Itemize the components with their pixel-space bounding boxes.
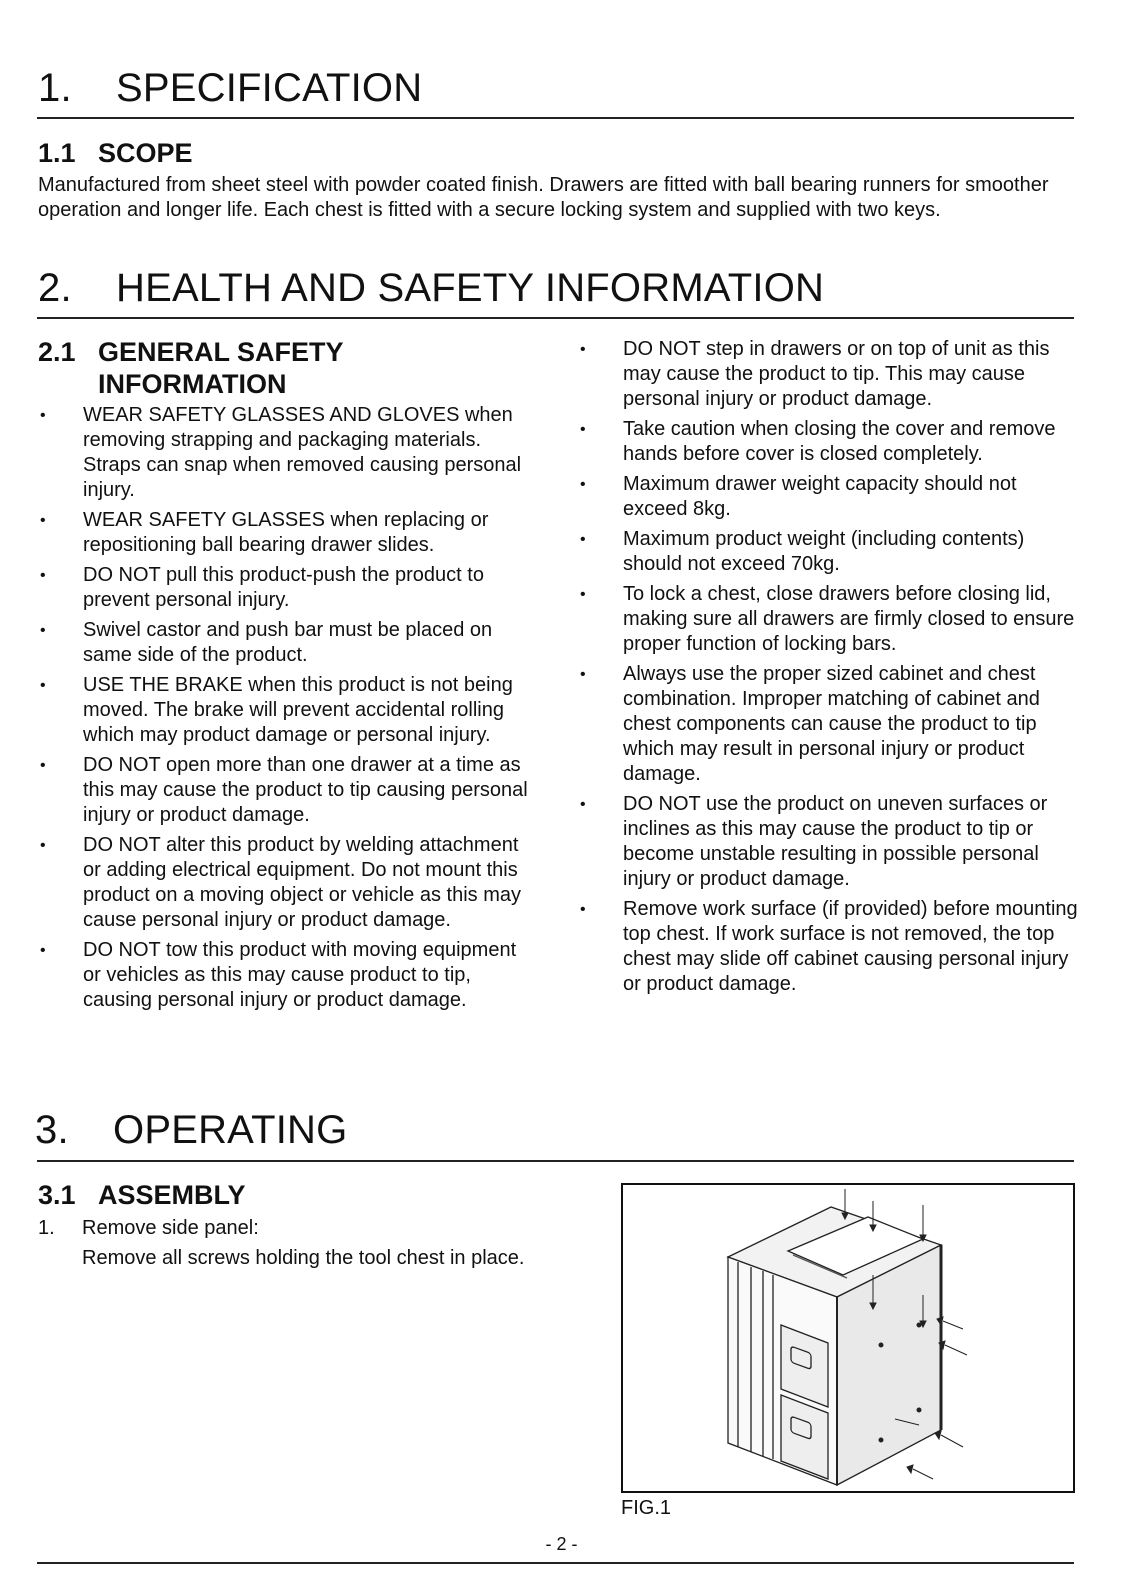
safety-list-item: • WEAR SAFETY GLASSES when replacing or repositioning ball bearing drawer slides.	[38, 508, 538, 558]
scope-paragraph: Manufactured from sheet steel with powder coated finish. Drawers are fitted with ball bearing runners for smoother operation and longer life. Each chest is fitted with a secure locking system and supplied with two keys.	[38, 174, 1049, 221]
subsection-title-line2: INFORMATION	[98, 369, 287, 399]
safety-list-item: • Maximum product weight (including contents) should not exceed 70kg.	[578, 527, 1078, 577]
section-1-heading	[38, 66, 422, 111]
subsection-title-line1: GENERAL SAFETY	[98, 337, 344, 367]
section-divider	[37, 1160, 1074, 1162]
subsection-number: 2.1	[38, 337, 76, 367]
safety-list-left	[38, 403, 538, 1018]
safety-list-item: • DO NOT open more than one drawer at a time as this may cause the product to tip causing personal injury or product damage.	[38, 753, 538, 828]
step-detail: Remove all screws holding the tool chest in place.	[82, 1247, 525, 1269]
footer-divider	[37, 1562, 1074, 1564]
safety-list-item: • Swivel castor and push bar must be placed on same side of the product.	[38, 618, 538, 668]
safety-list-item: • DO NOT alter this product by welding attachment or adding electrical equipment. Do not mount this product on a moving object or vehicle as this may cause personal injury or product damage.	[38, 833, 538, 933]
safety-list-item: • To lock a chest, close drawers before closing lid, making sure all drawers are firmly closed to ensure proper function of locking bars.	[578, 582, 1078, 657]
page-number: - 2 -	[545, 1534, 578, 1554]
section-number: 2.	[38, 266, 72, 310]
safety-list-item: • DO NOT tow this product with moving equipment or vehicles as this may cause product to tip, causing personal injury or product damage.	[38, 938, 538, 1013]
subsection-number: 1.1	[38, 138, 76, 168]
section-3-heading	[35, 1108, 347, 1153]
section-title: OPERATING	[113, 1108, 348, 1152]
scope-heading	[38, 138, 193, 169]
general-safety-heading	[38, 336, 344, 400]
safety-list-item: • WEAR SAFETY GLASSES AND GLOVES when removing strapping and packaging materials. Straps can snap when removed causing personal injury.	[38, 403, 538, 503]
section-title: HEALTH AND SAFETY INFORMATION	[116, 266, 825, 310]
safety-list-item: • DO NOT pull this product-push the product to prevent personal injury.	[38, 563, 538, 613]
section-number: 3.	[35, 1108, 69, 1152]
safety-list-item: • Remove work surface (if provided) before mounting top chest. If work surface is not removed, the top chest may slide off cabinet causing personal injury or product damage.	[578, 897, 1078, 997]
section-number: 1.	[38, 66, 72, 110]
safety-list-item: • Take caution when closing the cover and remove hands before cover is closed completely.	[578, 417, 1078, 467]
assembly-heading	[38, 1180, 246, 1211]
safety-list-right	[578, 337, 1078, 1002]
section-title: SPECIFICATION	[116, 66, 423, 110]
safety-list-item: • DO NOT step in drawers or on top of unit as this may cause the product to tip. This may cause personal injury or product damage.	[578, 337, 1078, 412]
figure-frame	[621, 1183, 1075, 1493]
section-2-heading	[38, 266, 824, 311]
safety-list-item: • USE THE BRAKE when this product is not being moved. The brake will prevent accidental rolling which may product damage or personal injury.	[38, 673, 538, 748]
step-number: 1.	[38, 1217, 55, 1239]
subsection-number: 3.1	[38, 1180, 76, 1210]
assembly-step	[38, 1213, 524, 1273]
subsection-title: ASSEMBLY	[98, 1180, 246, 1210]
tool-chest-illustration	[623, 1185, 1073, 1491]
subsection-title: SCOPE	[98, 138, 193, 168]
safety-list-item: • DO NOT use the product on uneven surfaces or inclines as this may cause the product to tip or become unstable resulting in possible personal injury or product damage.	[578, 792, 1078, 892]
section-divider	[37, 117, 1074, 119]
step-title: Remove side panel:	[82, 1217, 259, 1239]
figure-caption: FIG.1	[621, 1497, 672, 1519]
safety-list-item: • Always use the proper sized cabinet and chest combination. Improper matching of cabinet and chest components can cause the product to tip which may result in personal injury or product damage.	[578, 662, 1078, 787]
section-divider	[37, 317, 1074, 319]
safety-list-item: • Maximum drawer weight capacity should not exceed 8kg.	[578, 472, 1078, 522]
